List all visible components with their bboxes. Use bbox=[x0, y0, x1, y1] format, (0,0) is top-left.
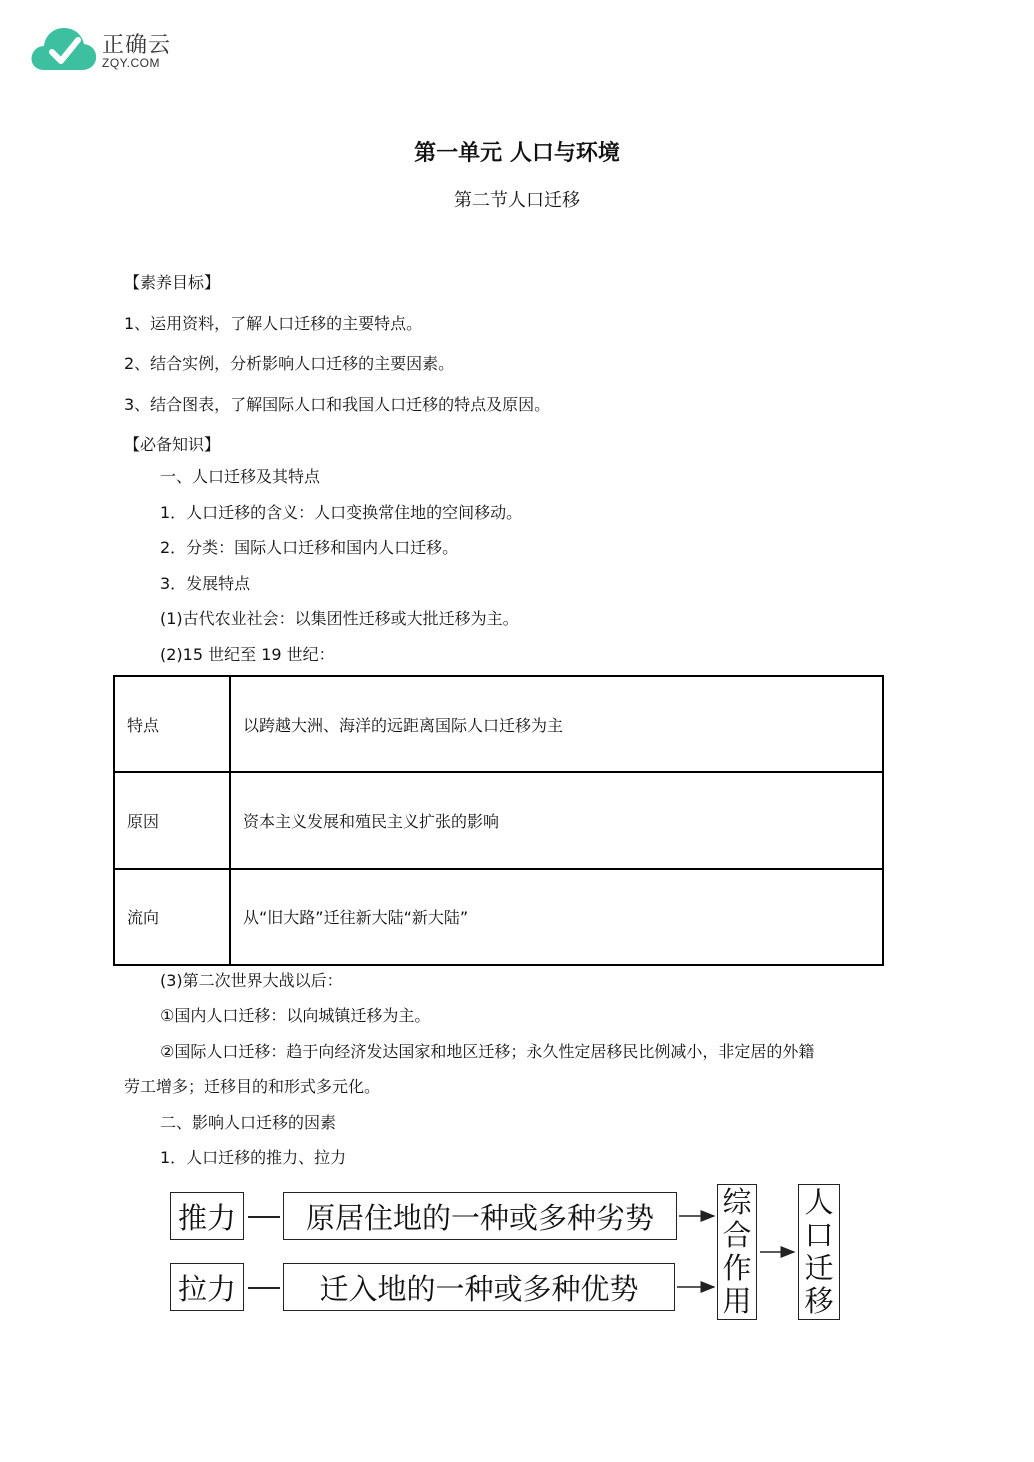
section-2-heading: 二、影响人口迁移的因素 bbox=[160, 1113, 337, 1132]
result-char: 人 bbox=[804, 1185, 834, 1219]
pull-label-box: 拉力 bbox=[170, 1263, 244, 1311]
knowledge-heading: 【必备知识】 bbox=[124, 435, 221, 454]
table-key: 原因 bbox=[114, 772, 230, 868]
table-row bbox=[114, 676, 883, 772]
result-char: 口 bbox=[804, 1218, 834, 1252]
combine-char: 合 bbox=[722, 1218, 752, 1252]
table-key: 流向 bbox=[114, 869, 230, 965]
goal-2: 2、结合实例，分析影响人口迁移的主要因素。 bbox=[124, 354, 455, 373]
logo bbox=[30, 24, 190, 76]
push-description-box: 原居住地的一种或多种劣势 bbox=[283, 1192, 677, 1240]
item-2: 2．分类：国际人口迁移和国内人口迁移。 bbox=[160, 538, 459, 557]
pull-description-box: 迁入地的一种或多种优势 bbox=[283, 1263, 675, 1311]
table-value: 从“旧大路”迁往新大陆“新大陆” bbox=[230, 869, 883, 965]
push-label-box: 推力 bbox=[170, 1192, 244, 1240]
logo-brand: 正确云 bbox=[102, 33, 172, 58]
result-char: 迁 bbox=[804, 1251, 834, 1285]
goal-3: 3、结合图表，了解国际人口和我国人口迁移的特点及原因。 bbox=[124, 395, 551, 414]
table-value: 以跨越大洲、海洋的远距离国际人口迁移为主 bbox=[230, 676, 883, 772]
result-char: 移 bbox=[804, 1284, 834, 1318]
cloud-check-icon bbox=[30, 24, 98, 76]
table-key: 特点 bbox=[114, 676, 230, 772]
combine-char: 作 bbox=[722, 1251, 752, 1285]
sub-item-2: (2)15 世纪至 19 世纪： bbox=[160, 645, 335, 664]
circled-item-1: ①国内人口迁移：以向城镇迁移为主。 bbox=[160, 1006, 431, 1025]
circled-item-2-continued: 劳工增多；迁移目的和形式多元化。 bbox=[124, 1077, 381, 1096]
combined-effect-box bbox=[717, 1184, 757, 1320]
sub-item-1: (1)古代农业社会：以集团性迁移或大批迁移为主。 bbox=[160, 609, 519, 628]
page-subtitle: 第二节人口迁移 bbox=[454, 190, 580, 211]
sub-item-3: (3)第二次世界大战以后： bbox=[160, 971, 343, 990]
migration-result-box bbox=[798, 1184, 840, 1320]
combine-char: 综 bbox=[722, 1185, 752, 1219]
table-row bbox=[114, 772, 883, 868]
table-row bbox=[114, 869, 883, 965]
goals-heading: 【素养目标】 bbox=[124, 273, 221, 292]
item-3: 3．发展特点 bbox=[160, 574, 251, 593]
item-1: 1．人口迁移的含义：人口变换常住地的空间移动。 bbox=[160, 503, 523, 522]
characteristics-table bbox=[113, 675, 884, 966]
table-value: 资本主义发展和殖民主义扩张的影响 bbox=[230, 772, 883, 868]
circled-item-2: ②国际人口迁移：趋于向经济发达国家和地区迁移；永久性定居移民比例减小，非定居的外籍 bbox=[160, 1042, 815, 1061]
combine-char: 用 bbox=[722, 1284, 752, 1318]
goal-1: 1、运用资料，了解人口迁移的主要特点。 bbox=[124, 314, 423, 333]
section-1-heading: 一、人口迁移及其特点 bbox=[160, 467, 321, 486]
item-4: 1．人口迁移的推力、拉力 bbox=[160, 1148, 347, 1167]
page-title: 第一单元 人口与环境 bbox=[414, 141, 620, 166]
logo-domain: ZQY.COM bbox=[102, 56, 160, 70]
push-pull-diagram bbox=[168, 1180, 848, 1325]
